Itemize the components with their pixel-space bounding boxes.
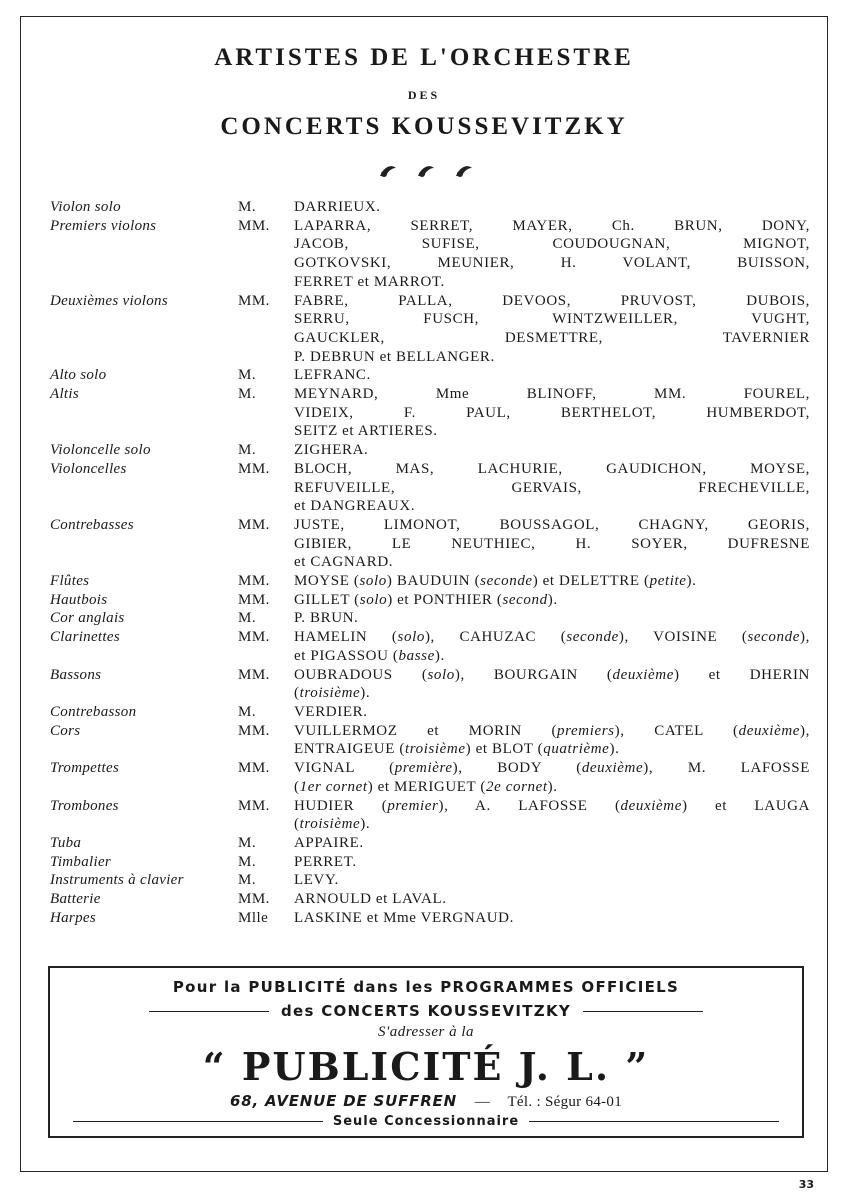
honorific: MM. (238, 292, 270, 309)
musician-names (294, 722, 810, 759)
ad-contact-intro: S'adresser à la (378, 1024, 474, 1040)
roster-row (50, 797, 810, 834)
roster-row (50, 292, 810, 367)
honorific: MM. (238, 591, 270, 608)
instrument-label: Hautbois (50, 591, 108, 608)
instrument-label: Bassons (50, 666, 102, 683)
musician-names (294, 797, 810, 834)
roster-row (50, 853, 810, 872)
musician-names (294, 591, 810, 610)
names-line: MOYSE (solo) BAUDUIN (seconde) et DELETTRE (petite). (294, 573, 697, 590)
names-line: MEYNARD, Mme BLINOFF, MM. FOUREL, (294, 386, 810, 403)
roster-row (50, 759, 810, 796)
honorific: MM. (238, 460, 270, 477)
instrument-label: Violoncelle solo (50, 442, 151, 459)
musician-names (294, 628, 810, 665)
names-line: LASKINE et Mme VERGNAUD. (294, 909, 514, 926)
roster-row (50, 609, 810, 628)
names-line: DARRIEUX. (294, 199, 381, 215)
ad-agency-name: “ PUBLICITÉ J. L. ” (202, 1044, 650, 1089)
roster-row (50, 572, 810, 591)
ad-phone: Tél. : Ségur 64-01 (507, 1094, 623, 1110)
honorific: M. (238, 834, 257, 851)
names-line: P. BRUN. (294, 610, 359, 627)
ad-subheadline-text: des CONCERTS KOUSSEVITZKY (280, 1002, 572, 1020)
honorific: MM. (238, 666, 270, 683)
names-line: SEITZ et ARTIERES. (294, 423, 438, 440)
names-line: LAPARRA, SERRET, MAYER, Ch. BRUN, DONY, (294, 217, 810, 234)
instrument-label: Harpes (50, 909, 96, 926)
names-line: et PIGASSOU (basse). (294, 647, 445, 664)
names-line: REFUVEILLE, GERVAIS, FRECHEVILLE, (294, 479, 810, 496)
names-line: FERRET et MARROT. (294, 273, 445, 290)
honorific: M. (238, 853, 257, 870)
honorific: M. (238, 442, 257, 459)
names-line: (troisième). (294, 685, 371, 702)
names-line: GILLET (solo) et PONTHIER (second). (294, 591, 558, 608)
names-line: et DANGREAUX. (294, 498, 416, 515)
roster-row (50, 890, 810, 909)
musician-names (294, 572, 810, 591)
title-line-2: DES (407, 88, 441, 102)
musician-names (294, 217, 810, 292)
names-line: VERDIER. (294, 703, 368, 720)
names-line: P. DEBRUN et BELLANGER. (294, 348, 495, 365)
instrument-label: Violoncelles (50, 460, 127, 477)
roster-row (50, 703, 810, 722)
orchestra-roster (50, 198, 810, 927)
roster-row (50, 217, 810, 292)
instrument-label: Cor anglais (50, 610, 125, 627)
names-line: ARNOULD et LAVAL. (294, 891, 447, 908)
roster-row (50, 516, 810, 572)
page-number: 33 (798, 1178, 814, 1191)
ornament-icon (370, 160, 480, 180)
title-line-1: ARTISTES DE L'ORCHESTRE (214, 44, 634, 71)
names-line: PERRET. (294, 853, 357, 870)
honorific: MM. (238, 760, 270, 777)
honorific: M. (238, 367, 257, 384)
instrument-label: Contrebasses (50, 516, 134, 533)
musician-names (294, 853, 810, 872)
musician-names (294, 871, 810, 890)
honorific: MM. (238, 722, 270, 739)
honorific: M. (238, 199, 257, 215)
instrument-label: Alto solo (50, 367, 107, 384)
divider (583, 1011, 703, 1012)
ad-address-line (50, 1092, 802, 1111)
ad-footer-text: Seule Concessionnaire (332, 1114, 520, 1129)
roster-row (50, 722, 810, 759)
musician-names (294, 460, 810, 516)
instrument-label: Contrebasson (50, 703, 137, 720)
divider (529, 1121, 779, 1122)
instrument-label: Deuxièmes violons (50, 292, 168, 309)
names-line: ZIGHERA. (294, 442, 369, 459)
roster-row (50, 385, 810, 441)
honorific: M. (238, 610, 257, 627)
musician-names (294, 366, 810, 385)
names-line: JUSTE, LIMONOT, BOUSSAGOL, CHAGNY, GEORIS, (294, 516, 810, 533)
honorific: M. (238, 703, 257, 720)
musician-names (294, 441, 810, 460)
instrument-label: Altis (50, 386, 80, 403)
names-line: APPAIRE. (294, 834, 364, 851)
roster-row (50, 628, 810, 665)
names-line: (troisième). (294, 816, 371, 833)
names-line: BLOCH, MAS, LACHURIE, GAUDICHON, MOYSE, (294, 460, 810, 477)
instrument-label: Instruments à clavier (50, 872, 184, 889)
title-line-3: CONCERTS KOUSSEVITZKY (220, 113, 628, 140)
instrument-label: Trompettes (50, 760, 120, 777)
honorific: MM. (238, 629, 270, 646)
roster-row (50, 871, 810, 890)
roster-row (50, 441, 810, 460)
musician-names (294, 292, 810, 367)
musician-names (294, 834, 810, 853)
honorific: MM. (238, 573, 270, 590)
advertisement-box (48, 966, 804, 1138)
instrument-label: Batterie (50, 891, 101, 908)
roster-row (50, 909, 810, 928)
names-line: VUILLERMOZ et MORIN (premiers), CATEL (deuxième), (294, 722, 810, 739)
ad-headline: Pour la PUBLICITÉ dans les PROGRAMMES OFFICIELS (172, 978, 680, 996)
roster-row (50, 366, 810, 385)
divider (73, 1121, 323, 1122)
honorific: MM. (238, 797, 270, 814)
roster-row (50, 834, 810, 853)
names-line: JACOB, SUFISE, COUDOUGNAN, MIGNOT, (294, 236, 810, 253)
honorific: MM. (238, 516, 270, 533)
musician-names (294, 703, 810, 722)
instrument-label: Violon solo (50, 199, 121, 215)
honorific: Mlle (238, 909, 269, 926)
instrument-label: Premiers violons (50, 217, 157, 234)
names-line: GOTKOVSKI, MEUNIER, H. VOLANT, BUISSON, (294, 255, 810, 272)
musician-names (294, 385, 810, 441)
divider (149, 1011, 269, 1012)
instrument-label: Timbalier (50, 853, 112, 870)
names-line: SERRU, FUSCH, WINTZWEILLER, VUGHT, (294, 311, 810, 328)
names-line: VIGNAL (première), BODY (deuxième), M. LAFOSSE (294, 760, 810, 777)
roster-row (50, 198, 810, 217)
names-line: GIBIER, LE NEUTHIEC, H. SOYER, DUFRESNE (294, 535, 810, 552)
musician-names (294, 198, 810, 217)
ad-subheadline (50, 1002, 802, 1020)
names-line: et CAGNARD. (294, 554, 394, 571)
names-line: OUBRADOUS (solo), BOURGAIN (deuxième) et DHERIN (294, 666, 810, 683)
instrument-label: Trombones (50, 797, 119, 814)
names-line: HUDIER (premier), A. LAFOSSE (deuxième) et LAUGA (294, 797, 810, 814)
honorific: MM. (238, 891, 270, 908)
names-line: (1er cornet) et MERIGUET (2e cornet). (294, 778, 558, 795)
musician-names (294, 516, 810, 572)
musician-names (294, 609, 810, 628)
names-line: LEFRANC. (294, 367, 371, 384)
roster-row (50, 666, 810, 703)
musician-names (294, 759, 810, 796)
names-line: GAUCKLER, DESMETTRE, TAVERNIER (294, 329, 810, 346)
instrument-label: Flûtes (50, 573, 90, 590)
names-line: VIDEIX, F. PAUL, BERTHELOT, HUMBERDOT, (294, 404, 810, 421)
honorific: M. (238, 386, 257, 403)
instrument-label: Tuba (50, 834, 82, 851)
ad-dash: — (474, 1094, 490, 1110)
instrument-label: Clarinettes (50, 629, 120, 646)
musician-names (294, 909, 810, 928)
roster-row (50, 591, 810, 610)
instrument-label: Cors (50, 722, 81, 739)
names-line: ENTRAIGEUE (troisième) et BLOT (quatrième). (294, 741, 620, 758)
names-line: HAMELIN (solo), CAHUZAC (seconde), VOISINE (seconde), (294, 629, 810, 646)
names-line: LEVY. (294, 872, 339, 889)
honorific: M. (238, 872, 257, 889)
musician-names (294, 666, 810, 703)
musician-names (294, 890, 810, 909)
honorific: MM. (238, 217, 270, 234)
roster-row (50, 460, 810, 516)
ad-footer (50, 1114, 802, 1129)
names-line: FABRE, PALLA, DEVOOS, PRUVOST, DUBOIS, (294, 292, 810, 309)
ad-address: 68, AVENUE DE SUFFREN (229, 1092, 457, 1110)
